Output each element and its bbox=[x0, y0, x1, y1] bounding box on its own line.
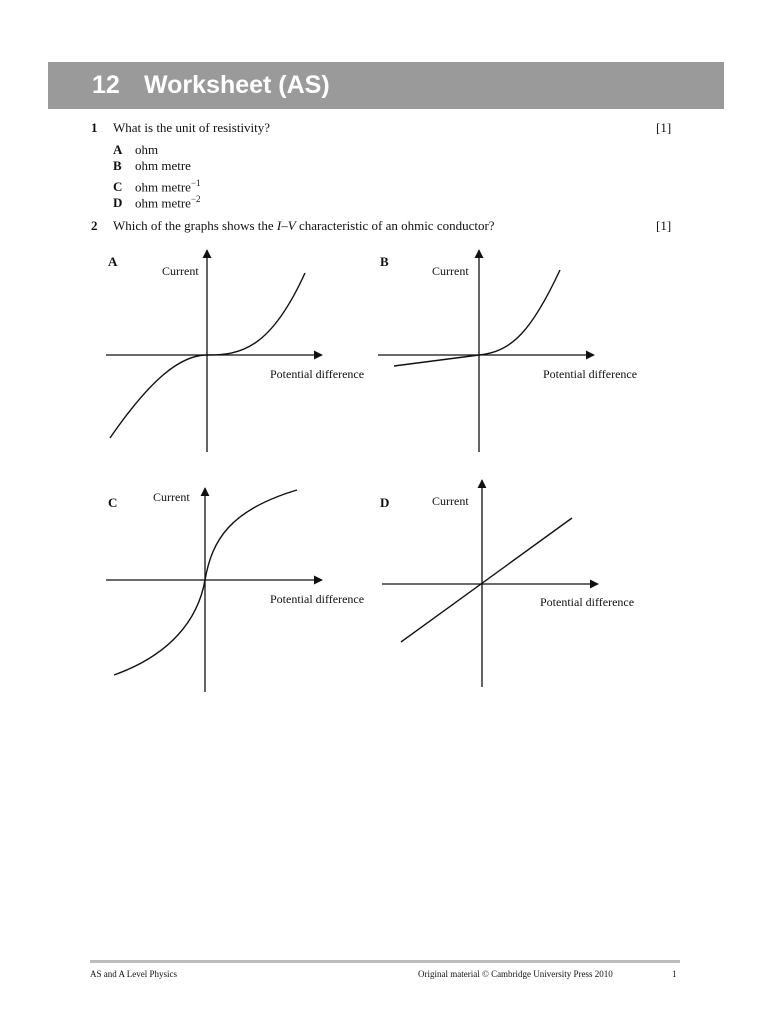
footer-divider bbox=[90, 960, 680, 963]
page-number: 1 bbox=[672, 969, 677, 979]
worksheet-number: 12 bbox=[92, 71, 120, 99]
graph-d bbox=[376, 475, 616, 690]
graph-a-ylabel: Current bbox=[162, 264, 199, 278]
option-c: C ohm metre$^{-1}$ bbox=[113, 178, 201, 195]
footer-book-title: AS and A Level Physics bbox=[90, 969, 177, 979]
worksheet-title: Worksheet (AS) bbox=[144, 71, 330, 99]
graph-b bbox=[372, 240, 612, 455]
graph-b-curve bbox=[394, 270, 560, 366]
graph-c-xlabel: Potential difference bbox=[270, 592, 365, 606]
graph-d-line bbox=[401, 518, 572, 642]
graph-b-ylabel: Current bbox=[432, 264, 469, 278]
question-2-text: Which of the graphs shows the I–V characteristic of an ohmic conductor? bbox=[113, 218, 495, 233]
option-a: A ohm bbox=[113, 142, 159, 157]
graph-b-xlabel: Potential difference bbox=[543, 367, 638, 381]
question-2-marks: [1] bbox=[656, 218, 672, 233]
graph-a-letter: A bbox=[108, 254, 118, 269]
graph-c bbox=[100, 480, 340, 695]
footer-copyright: Original material © Cambridge University Press 2010 bbox=[418, 969, 613, 979]
question-2-number: 2 bbox=[91, 218, 98, 233]
question-1-marks: [1] bbox=[656, 120, 672, 135]
graph-d-xlabel: Potential difference bbox=[540, 595, 635, 609]
graph-b-letter: B bbox=[380, 254, 389, 269]
graph-a-xlabel: Potential difference bbox=[270, 367, 365, 381]
graph-c-ylabel: Current bbox=[153, 490, 190, 504]
question-1-number: 1 bbox=[91, 120, 98, 135]
question-1-text: What is the unit of resistivity? bbox=[113, 120, 271, 135]
graph-a bbox=[100, 240, 340, 455]
graph-c-letter: C bbox=[108, 495, 118, 510]
option-b: B ohm metre bbox=[113, 158, 191, 173]
worksheet-header bbox=[48, 62, 724, 109]
option-d: D ohm metre$^{-2}$ bbox=[113, 194, 201, 211]
graph-d-ylabel: Current bbox=[432, 494, 469, 508]
graph-d-letter: D bbox=[380, 495, 390, 510]
